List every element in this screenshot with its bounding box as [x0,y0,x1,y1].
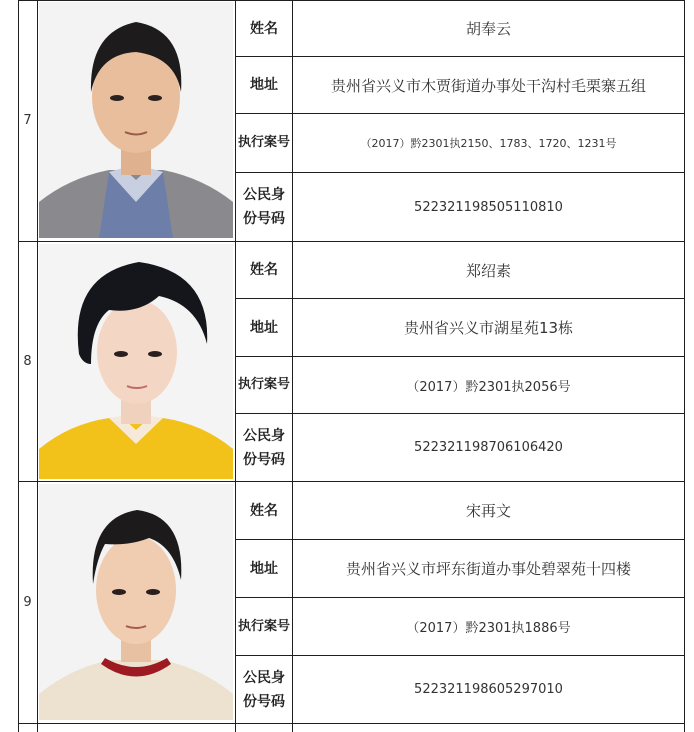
name-label: 姓名 [250,262,278,278]
name-value: 胡奉云 [465,20,511,38]
record-number: 8 [23,354,32,369]
case-number-value: （2017）黔2301执2056号 [406,379,571,395]
id-number-value: 522321198706106420 [414,440,563,455]
case-number-value: （2017）黔2301执2150、1783、1720、1231号 [360,137,617,150]
col-divider [37,0,38,732]
id-number-label: 公民身份号码 [243,187,285,227]
portrait-image [39,484,233,720]
case-number-label: 执行案号 [237,377,290,392]
name-label: 姓名 [250,20,278,37]
record-number: 9 [23,595,32,610]
id-number-value: 522321198505110810 [414,199,563,215]
person-photo [39,484,233,720]
address-label: 地址 [250,319,278,336]
table-border [684,0,685,732]
record-divider [18,723,685,724]
person-photo [39,244,233,479]
portrait-image [39,2,233,238]
address-label: 地址 [250,77,278,93]
address-value: 贵州省兴义市坪东街道办事处碧翠苑十四楼 [345,560,631,578]
person-photo [39,2,233,238]
portrait-image [39,244,233,479]
name-value: 宋再文 [465,502,511,520]
id-number-label: 公民身份号码 [243,427,285,468]
record-number: 7 [23,113,32,128]
address-label: 地址 [250,560,278,577]
id-number-value: 522321198605297010 [414,682,563,697]
address-value: 贵州省兴义市木贾街道办事处干沟村毛栗寨五组 [330,76,646,95]
case-number-value: （2017）黔2301执1886号 [406,621,571,636]
name-value: 郑绍素 [465,261,511,280]
case-number-label: 执行案号 [237,135,290,150]
id-number-label: 公民身份号码 [243,669,285,710]
name-label: 姓名 [250,502,278,519]
address-value: 贵州省兴义市湖星苑13栋 [403,319,574,337]
case-number-label: 执行案号 [237,618,290,634]
